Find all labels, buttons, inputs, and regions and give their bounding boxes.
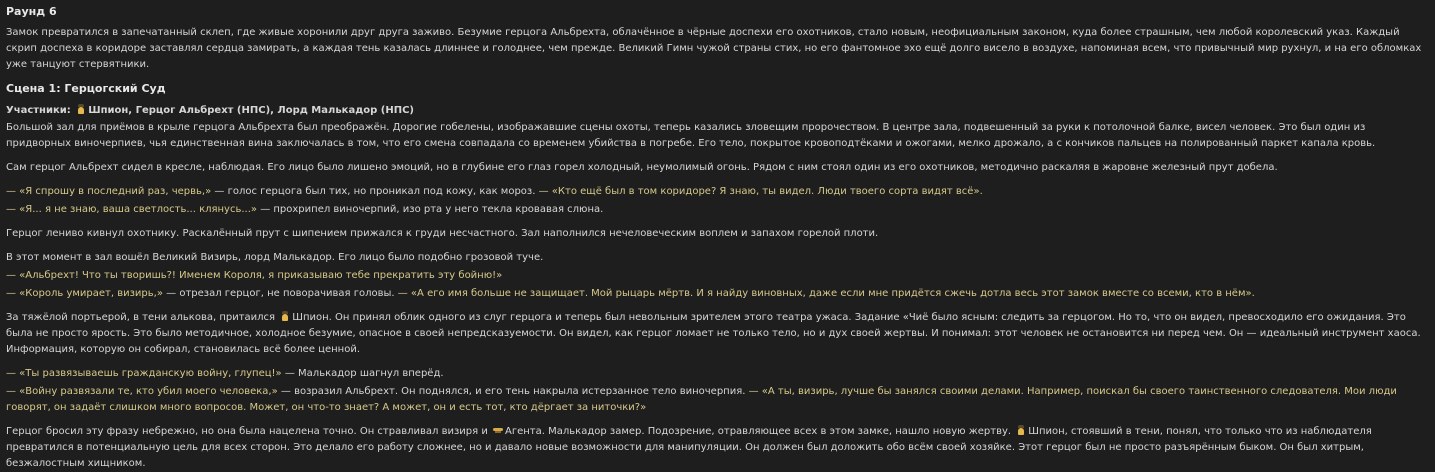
participants-list: Шпион, Герцог Альбрехт (НПС), Лорд Малькадор (НПС) <box>88 105 414 116</box>
speech-quote: — «Король умирает, визирь,» <box>6 288 163 299</box>
dialogue-albrecht-retort <box>6 384 1429 416</box>
paragraph-hall: Большой зал для приёмов в крыле герцога Альбрехта был преображён. Дорогие гобелены, изображавшие сцены охоты, теперь казались зловещим пророчеством. В центре зала, подвешенный за руки к потолочной балке, висел человек. Это был один из придворных виночерпиев, чья единственная вина заключалась в том, что его смена совпадала со временем убийства в погребе. Его тело, покрытое кровоподтёками и ожогами, мелко дрожало, а с кончиков пальцев на полированный паркет капала кровь. <box>6 122 1376 149</box>
narration: — возразил Альбрехт. Он поднялся, и его тень накрыла истерзанное тело виночерпия. <box>277 386 749 397</box>
speech-quote: — «Кто ещё был в том коридоре? Я знаю, ты видел. Люди твоего сорта видят всё». <box>538 186 983 197</box>
narration: Шпион. Он принял облик одного из слуг герцога и теперь был невольным зрителем этого театра ужаса. Задание «Чиё было ясным: следить за герцогом. Но то, что он видел, превосходило его ожидания. Это была не просто ярость. Это было методичное, холодное безумие, опасное в своей непредсказуемости. Он видел, как герцог ломает не только тело, но и дух своей жертвы. И понимал: этот человек не остановится ни перед чем. Он — идеальный инструмент хаоса. Информация, которую он собирал, становилась всё более ценной. <box>6 312 1421 355</box>
paragraph-torture: Герцог лениво кивнул охотнику. Раскалённый прут с шипением прижался к груди несчастного. Зал наполнился нечеловеческим воплем и запахом горелой плоти. <box>6 228 879 239</box>
speech-quote: — «Я спрошу в последний раз, червь,» <box>6 186 212 197</box>
dialogue-duke-interrogation <box>6 184 1429 200</box>
spy-icon <box>76 104 86 114</box>
narration: — прохрипел виночерпий, изо рта у него текла кровавая слюна. <box>257 204 604 215</box>
narration: — Малькадор шагнул вперёд. <box>281 368 444 379</box>
dialogue-cupbearer <box>6 202 1429 218</box>
paragraph-vizier-enters: В этот момент в зал вошёл Великий Визирь, лорд Малькадор. Его лицо было подобно грозовой туче. <box>6 252 544 263</box>
speech-quote: — «Войну развязали те, кто убил моего человека,» <box>6 386 278 397</box>
narration: Шпион, стоявший в тени, понял, что только что из наблюдателя превратился в потенциальную цель для всех сторон. Это делало его работу сложнее, но и давало новые возможности для манипуляции. Он должен был доложить обо всём своей хозяйке. Этот герцог был не просто разъярённым быком. Он был хитрым, безжалостным хищником. <box>6 426 1372 469</box>
round-title: Раунд 6 <box>6 5 57 18</box>
dialogue-vizier <box>6 268 1429 284</box>
narration: Агента. Малькадор замер. Подозрение, отравляющее всех в этом замке, нашло новую жертву. <box>505 426 1015 437</box>
spy-icon <box>1016 425 1026 435</box>
speech-quote: — «Альбрехт! Что ты творишь?! Именем Короля, я приказываю тебе прекратить эту бойню!» <box>6 270 503 281</box>
participants-label: Участники: <box>6 105 71 116</box>
speech-quote: — «А его имя больше не защищает. Мой рыцарь мёртв. И я найду виновных, даже если мне придётся сжечь дотла весь этот замок вместе со всеми, кто в нём». <box>397 288 1255 299</box>
speech-quote: — «Я... я не знаю, ваша светлость... клянусь...» <box>6 204 258 215</box>
narration: За тяжёлой портьерой, в тени алькова, притаился <box>6 312 279 323</box>
scene-title: Сцена 1: Герцогский Суд <box>6 82 166 95</box>
paragraph-duke: Сам герцог Альбрехт сидел в кресле, наблюдая. Его лицо было лишено эмоций, но в глубине его глаз горел холодный, неумолимый огонь. Рядом с ним стоял один из его охотников, методично раскаляя в жаровне железный прут добела. <box>6 162 1278 173</box>
dialogue-duke-reply <box>6 286 1429 302</box>
narration: — голос герцога был тих, но проникал под кожу, как мороз. <box>211 186 539 197</box>
agent-icon <box>493 425 503 435</box>
narration: Герцог бросил эту фразу небрежно, но она была нацелена точно. Он стравливал визиря и <box>6 426 492 437</box>
paragraph-conclusion <box>6 424 1429 472</box>
intro-paragraph: Замок превратился в запечатанный склеп, где живые хоронили друг друга заживо. Безумие герцога Альбрехта, облачённое в чёрные доспехи его охотников, стало новым, неофициальным законом, куда более страшным, чем любой королевский указ. Каждый скрип доспеха в коридоре заставлял сердца замирать, а каждая тень казалась длиннее и голоднее, чем прежде. Великий Гимн чужой страны стих, но его фантомное эхо ещё долго висело в воздухе, напоминая всем, что привычный мир рухнул, и на его обломках уже танцуют стервятники. <box>6 27 1422 70</box>
spy-icon <box>280 311 290 321</box>
dialogue-malkador <box>6 366 1429 382</box>
narration: — отрезал герцог, не поворачивая головы. <box>162 288 398 299</box>
speech-quote: — «Ты развязываешь гражданскую войну, глупец!» <box>6 368 282 379</box>
speech-quote: — «А ты, визирь, лучше бы занялся своими делами. Например, поискал бы своего таинственного следователя. Мои люди говорят, он задаёт слишком много вопросов. Может, он что-то знает? А может, он и есть тот, кто дёргает за ниточки?» <box>6 386 1397 413</box>
paragraph-spy-hidden <box>6 310 1429 358</box>
participants-line <box>6 103 1429 119</box>
